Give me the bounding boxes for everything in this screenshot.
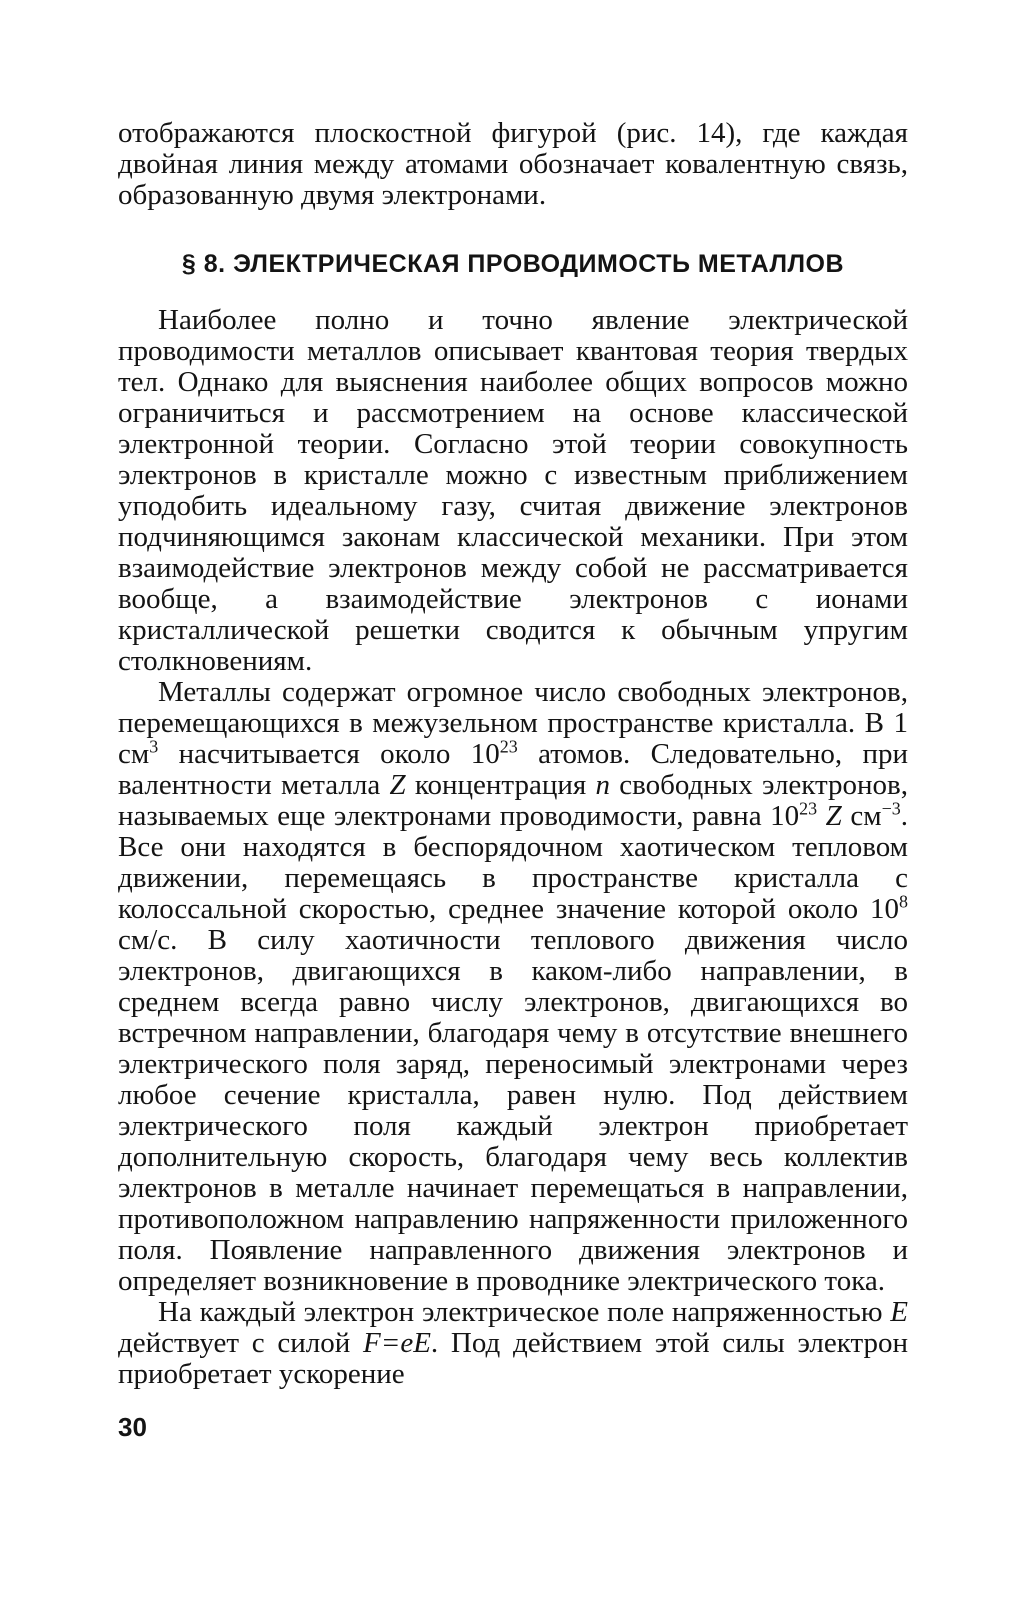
variable-e: E (890, 1296, 908, 1328)
text-run: см (841, 800, 882, 832)
formula-force: F=eE (363, 1327, 431, 1359)
text-run: насчитывается около 10 (158, 738, 500, 770)
variable-n: n (595, 769, 610, 801)
superscript: −3 (881, 798, 901, 819)
text-run: свободных электронов, называемых еще электронами проводимости, равна 10 (118, 769, 908, 832)
continuation-paragraph: отображаются плоскостной фигурой (рис. 14), где каждая двойная линия между атомами обозначает ковалентную связь, образованную двумя электронами. (118, 117, 908, 211)
paragraph-electric-force (118, 1297, 908, 1390)
section-heading: § 8. ЭЛЕКТРИЧЕСКАЯ ПРОВОДИМОСТЬ МЕТАЛЛОВ (181, 250, 845, 278)
text-run: Металлы содержат огромное число свободных электронов, перемещающихся в межузельном пространстве кристалла. В 1 см (118, 676, 908, 770)
page-body (118, 118, 908, 1390)
text-run: На каждый электрон электрическое поле напряженностью (158, 1296, 891, 1328)
superscript: 8 (899, 891, 908, 912)
text-run: см/с. В силу хаотичности теплового движения число электронов, двигающихся в каком-либо направлении, в среднем всегда равно числу электронов, двигающихся во встречном направлении, благодаря чему в отсутствие внешнего электрического поля заряд, переносимый электронами через любое сечение кристалла, равен нулю. Под действием электрического поля каждый электрон приобретает дополнительную скорость, благодаря чему весь коллектив электронов в металле начинает перемещаться в направлении, противоположном направлению напряженности приложенного поля. Появление направленного движения электронов и определяет возникновение в проводнике электрического тока. (118, 924, 908, 1297)
superscript: 3 (149, 736, 159, 757)
variable-z: Z (389, 769, 406, 801)
superscript: 23 (799, 798, 818, 819)
text-run: . Все они находятся в беспорядочном хаотическом тепловом движении, перемещаясь в пространстве кристалла с колоссальной скоростью, среднее значение которой около 10 (118, 800, 908, 925)
text-run: атомов. Следовательно, при валентности металла (118, 738, 908, 801)
text-run: действует с силой (118, 1327, 364, 1359)
text-run: концентрация (405, 769, 596, 801)
page-number: 30 (118, 1412, 147, 1442)
paragraph-classical-theory: Наиболее полно и точно явление электрической проводимости металлов описывает квантовая теория твердых тел. Однако для выяснения наиболее общих вопросов можно ограничиться и рассмотрением на основе классической электронной теории. Согласно этой теории совокупность электронов в кристалле можно с известным приближением уподобить идеальному газу, считая движение электронов подчиняющимся законам классической механики. При этом взаимодействие электронов между собой не рассматривается вообще, а взаимодействие электронов с ионами кристаллической решетки сводится к обычным упругим столкновениям. (118, 304, 908, 677)
superscript: 23 (499, 736, 518, 757)
paragraph-free-electrons (118, 677, 908, 1297)
text-run: . Под действием этой силы электрон приобретает ускорение (118, 1327, 908, 1390)
variable-z: Z (817, 800, 842, 832)
